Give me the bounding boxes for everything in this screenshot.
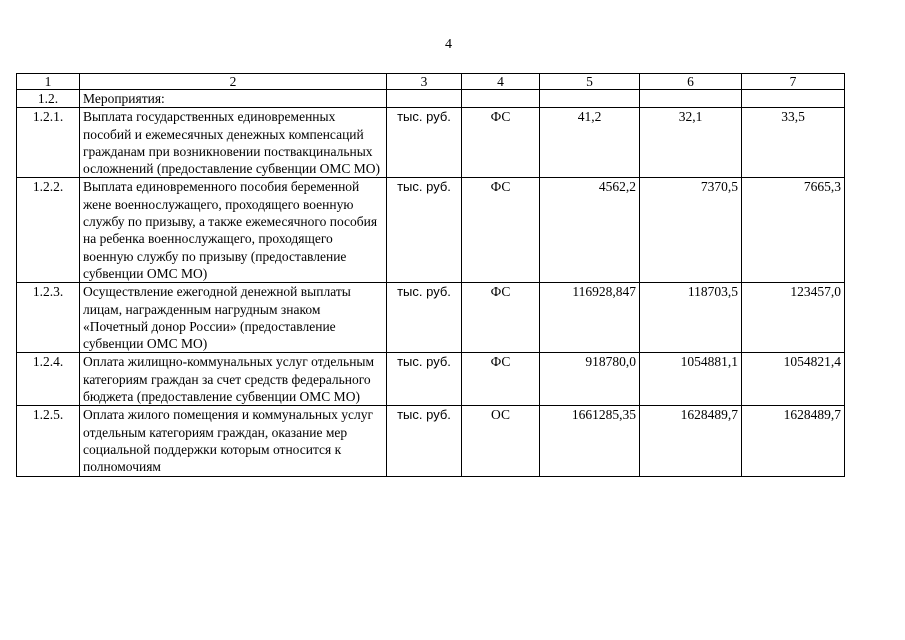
row-unit: тыс. руб.	[387, 353, 462, 406]
empty-cell	[742, 90, 845, 108]
row-source: ФС	[462, 108, 540, 178]
column-header: 5	[540, 74, 640, 90]
section-title: Мероприятия:	[80, 90, 387, 108]
empty-cell	[462, 90, 540, 108]
row-number: 1.2.3.	[17, 283, 80, 353]
row-number: 1.2.2.	[17, 178, 80, 283]
section-number: 1.2.	[17, 90, 80, 108]
row-description: Выплата государственных единовременных пособий и ежемесячных денежных компенсаций гражданам при возникновении поствакцинальных осложнений (предоставление субвенции ОМС МО)	[80, 108, 387, 178]
row-value-col6: 1628489,7	[640, 406, 742, 476]
empty-cell	[640, 90, 742, 108]
row-source: ОС	[462, 406, 540, 476]
row-value-col6: 32,1	[640, 108, 742, 178]
row-description: Оплата жилищно-коммунальных услуг отдельным категориям граждан за счет средств федерального бюджета (предоставление субвенции ОМС МО)	[80, 353, 387, 406]
row-number: 1.2.4.	[17, 353, 80, 406]
row-value-col7: 33,5	[742, 108, 845, 178]
table-row	[17, 108, 845, 178]
row-value-col6: 118703,5	[640, 283, 742, 353]
empty-cell	[387, 90, 462, 108]
column-header: 4	[462, 74, 540, 90]
row-value-col5: 116928,847	[540, 283, 640, 353]
row-source: ФС	[462, 178, 540, 283]
row-value-col7: 123457,0	[742, 283, 845, 353]
table-row	[17, 406, 845, 476]
row-unit: тыс. руб.	[387, 108, 462, 178]
table-row	[17, 178, 845, 283]
section-row	[17, 90, 845, 108]
row-value-col6: 1054881,1	[640, 353, 742, 406]
row-source: ФС	[462, 283, 540, 353]
empty-cell	[540, 90, 640, 108]
column-header: 3	[387, 74, 462, 90]
row-value-col7: 7665,3	[742, 178, 845, 283]
column-header: 2	[80, 74, 387, 90]
row-value-col7: 1628489,7	[742, 406, 845, 476]
row-value-col7: 1054821,4	[742, 353, 845, 406]
column-header: 1	[17, 74, 80, 90]
row-description: Выплата единовременного пособия беременной жене военнослужащего, проходящего военную службу по призыву, а также ежемесячного пособия на ребенка военнослужащего, проходящего военную службу по призыву (предоставление субвенции ОМС МО)	[80, 178, 387, 283]
row-value-col5: 1661285,35	[540, 406, 640, 476]
table-header-row	[17, 74, 845, 90]
row-value-col5: 918780,0	[540, 353, 640, 406]
row-unit: тыс. руб.	[387, 283, 462, 353]
row-unit: тыс. руб.	[387, 178, 462, 283]
row-number: 1.2.1.	[17, 108, 80, 178]
row-number: 1.2.5.	[17, 406, 80, 476]
row-description: Осуществление ежегодной денежной выплаты лицам, награжденным нагрудным знаком «Почетный донор России» (предоставление субвенции ОМС МО)	[80, 283, 387, 353]
table-row	[17, 353, 845, 406]
column-header: 6	[640, 74, 742, 90]
row-value-col6: 7370,5	[640, 178, 742, 283]
row-description: Оплата жилого помещения и коммунальных услуг отдельным категориям граждан, оказание мер социальной поддержки которым относится к полномочиям	[80, 406, 387, 476]
row-source: ФС	[462, 353, 540, 406]
column-header: 7	[742, 74, 845, 90]
table-row	[17, 283, 845, 353]
row-unit: тыс. руб.	[387, 406, 462, 476]
measures-table	[16, 73, 845, 477]
row-value-col5: 4562,2	[540, 178, 640, 283]
row-value-col5: 41,2	[540, 108, 640, 178]
page-number: 4	[445, 37, 452, 52]
